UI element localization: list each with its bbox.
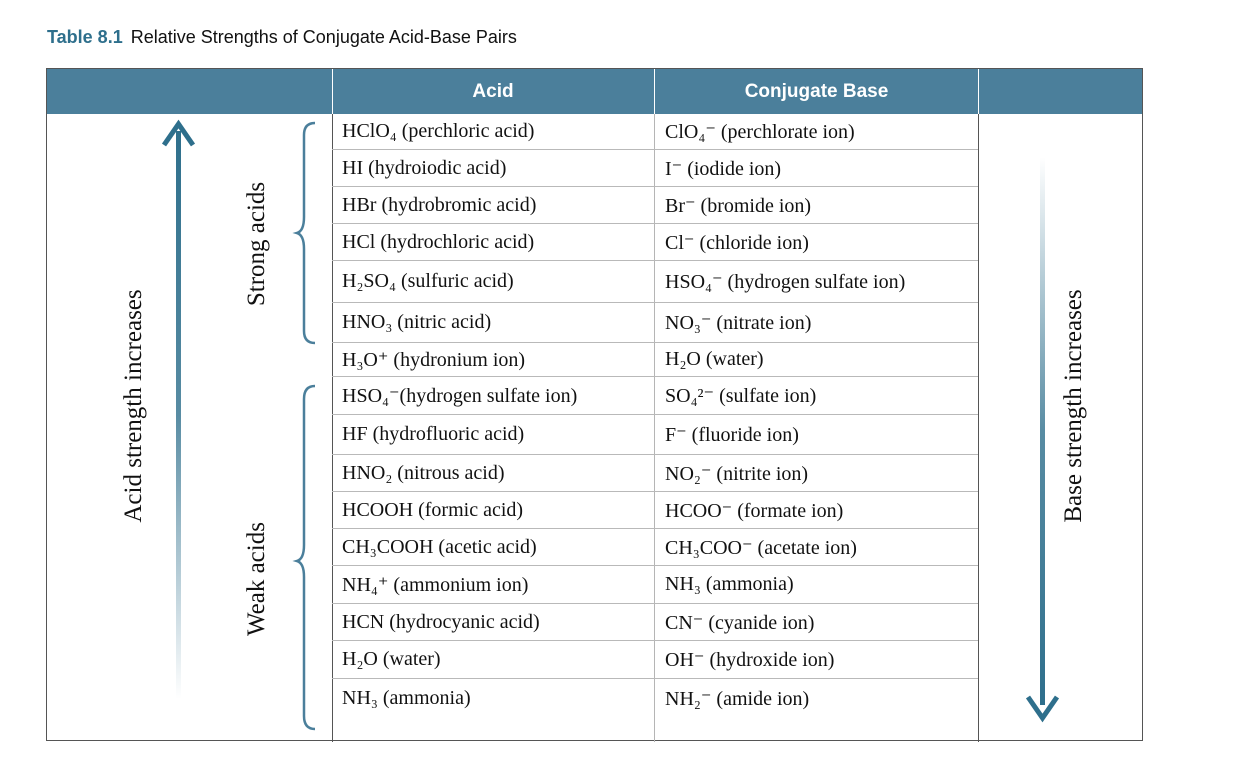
conjugate-base-cell: I⁻ (iodide ion) — [665, 157, 782, 180]
acid-cell: CH₃COOH (acetic acid) — [342, 535, 537, 558]
conjugate-base-cell: F⁻ (fluoride ion) — [665, 424, 799, 446]
acid-cell: HF (hydrofluoric acid) — [342, 423, 525, 445]
conjugate-base-cell: NO₂⁻ (nitrite ion) — [665, 462, 809, 485]
acid-strength-label: Acid strength increases — [120, 289, 147, 523]
header-conjugate-base: Conjugate Base — [744, 81, 889, 102]
acid-cell: HNO₂ (nitrous acid) — [342, 461, 505, 484]
conjugate-base-cell: CH₃COO⁻ (acetate ion) — [665, 536, 857, 559]
acid-cell: NH₃ (ammonia) — [342, 686, 471, 709]
table-number: Table 8.1 — [47, 27, 123, 47]
base-strength-label: Base strength increases — [1060, 289, 1087, 523]
acid-cell: H₃O⁺ (hydronium ion) — [342, 349, 526, 371]
conjugate-base-cell: HCOO⁻ (formate ion) — [665, 499, 844, 522]
conjugate-base-cell: OH⁻ (hydroxide ion) — [665, 649, 835, 671]
acid-base-table — [46, 68, 1143, 741]
acid-cell: HBr (hydrobromic acid) — [342, 193, 537, 216]
conjugate-base-cell: Br⁻ (bromide ion) — [665, 194, 812, 217]
weak-acids-label: Weak acids — [243, 522, 270, 636]
strong-acids-label: Strong acids — [243, 181, 270, 307]
conjugate-base-cell: NO₃⁻ (nitrate ion) — [665, 312, 812, 334]
conjugate-base-cell: NH₂⁻ (amide ion) — [665, 687, 810, 710]
conjugate-base-cell: NH₃ (ammonia) — [665, 573, 794, 595]
conjugate-base-cell: HSO₄⁻ (hydrogen sulfate ion) — [665, 271, 906, 293]
conjugate-base-cell: SO₄²⁻ (sulfate ion) — [665, 385, 817, 407]
acid-cell: H₂SO₄ (sulfuric acid) — [342, 270, 514, 292]
conjugate-base-cell: ClO₄⁻ (perchlorate ion) — [665, 121, 855, 143]
base-strength-arrow-icon — [1028, 157, 1057, 718]
conjugate-base-cell: CN⁻ (cyanide ion) — [665, 611, 815, 634]
acid-cell: HNO₃ (nitric acid) — [342, 311, 492, 333]
acid-cell: HI (hydroiodic acid) — [342, 156, 507, 179]
conjugate-base-cell: Cl⁻ (chloride ion) — [665, 231, 809, 254]
acid-strength-arrow-icon — [164, 124, 193, 699]
conjugate-base-cell: H₂O (water) — [665, 348, 764, 370]
acid-cell: NH₄⁺ (ammonium ion) — [342, 574, 529, 596]
strong-acids-brace-icon — [297, 123, 315, 343]
acid-cell: HCN (hydrocyanic acid) — [342, 610, 540, 633]
acid-cell: HCl (hydrochloric acid) — [342, 230, 535, 253]
header-acid: Acid — [472, 81, 514, 102]
acid-cell: HClO₄ (perchloric acid) — [342, 120, 535, 142]
acid-cell: HCOOH (formic acid) — [342, 498, 524, 521]
acid-cell: H₂O (water) — [342, 648, 441, 670]
weak-acids-brace-icon — [297, 386, 315, 729]
decorations — [47, 69, 1144, 742]
acid-cell: HSO₄⁻(hydrogen sulfate ion) — [342, 385, 578, 407]
table-caption — [47, 27, 517, 48]
table-title: Relative Strengths of Conjugate Acid-Base Pairs — [130, 27, 517, 47]
